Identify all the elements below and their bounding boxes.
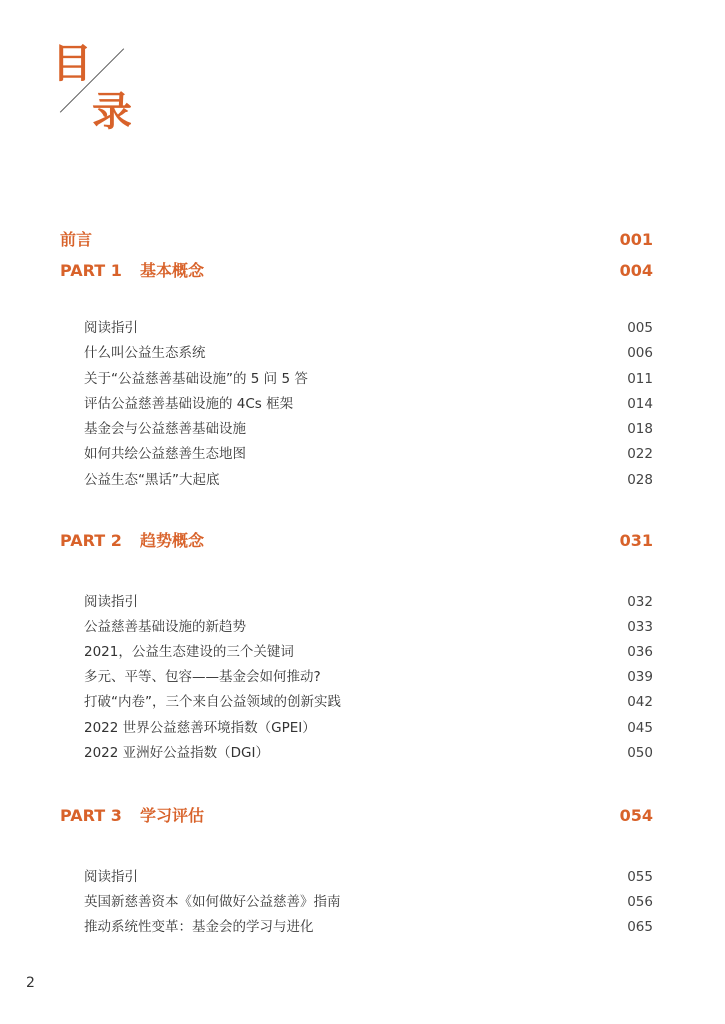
toc-item-page: 033: [627, 619, 653, 635]
toc-item[interactable]: [84, 420, 653, 438]
toc-part-3-label: PART 3: [60, 806, 122, 825]
toc-item[interactable]: [84, 893, 653, 911]
toc-item[interactable]: [84, 868, 653, 886]
toc-item[interactable]: [84, 693, 653, 711]
toc-item-page: 065: [627, 919, 653, 935]
toc-item-label: 2022 亚洲好公益指数（DGI）: [84, 745, 269, 761]
toc-item-page: 018: [627, 421, 653, 437]
toc-item-label: 评估公益慈善基础设施的 4Cs 框架: [84, 396, 294, 412]
toc-item-label: 公益生态“黑话”大起底: [84, 472, 220, 488]
title-char-1: 目: [52, 40, 92, 87]
toc-item[interactable]: [84, 344, 653, 362]
toc-item-label: 关于“公益慈善基础设施”的 5 问 5 答: [84, 371, 308, 387]
toc-part-3-title: 学习评估: [140, 806, 205, 825]
toc-part-1-label: PART 1: [60, 261, 122, 280]
toc-item-label: 基金会与公益慈善基础设施: [84, 421, 246, 437]
toc-preface-page: 001: [619, 230, 653, 249]
toc-item[interactable]: [84, 445, 653, 463]
toc-item[interactable]: [84, 618, 653, 636]
toc-item-page: 006: [627, 345, 653, 361]
toc-item-page: 014: [627, 396, 653, 412]
toc-item-page: 011: [627, 371, 653, 387]
toc-item-page: 005: [627, 320, 653, 336]
toc-item-label: 公益慈善基础设施的新趋势: [84, 619, 246, 635]
title-char-2: 录: [92, 88, 132, 135]
toc-item[interactable]: [84, 319, 653, 337]
toc-item-page: 028: [627, 472, 653, 488]
toc-item[interactable]: [84, 593, 653, 611]
toc-preface-label: 前言: [60, 230, 93, 249]
toc-item[interactable]: [84, 668, 653, 686]
toc-item-label: 多元、平等、包容——基金会如何推动?: [84, 669, 321, 685]
toc-item-label: 阅读指引: [84, 869, 138, 885]
toc-part-2[interactable]: [60, 531, 653, 551]
toc-item[interactable]: [84, 643, 653, 661]
toc-item-page: 036: [627, 644, 653, 660]
toc-item-page: 056: [627, 894, 653, 910]
toc-item-label: 如何共绘公益慈善生态地图: [84, 446, 246, 462]
toc-item-label: 阅读指引: [84, 320, 138, 336]
toc-item-label: 什么叫公益生态系统: [84, 345, 206, 361]
toc-part-2-label: PART 2: [60, 531, 122, 550]
toc-item[interactable]: [84, 744, 653, 762]
toc-item-label: 推动系统性变革：基金会的学习与进化: [84, 919, 314, 935]
toc-item[interactable]: [84, 918, 653, 936]
toc-part-2-title: 趋势概念: [140, 531, 205, 550]
toc-part-1[interactable]: [60, 261, 653, 281]
toc-item[interactable]: [84, 719, 653, 737]
toc-preface[interactable]: [60, 230, 653, 250]
toc-item[interactable]: [84, 471, 653, 489]
toc-item[interactable]: [84, 370, 653, 388]
toc-item-page: 042: [627, 694, 653, 710]
toc-item[interactable]: [84, 395, 653, 413]
toc-item-label: 打破“内卷”，三个来自公益领域的创新实践: [84, 694, 341, 710]
toc-item-page: 050: [627, 745, 653, 761]
toc-item-page: 039: [627, 669, 653, 685]
toc-item-page: 055: [627, 869, 653, 885]
toc-item-label: 英国新慈善资本《如何做好公益慈善》指南: [84, 894, 341, 910]
toc-part-1-page: 004: [619, 261, 653, 280]
toc-item-label: 2021，公益生态建设的三个关键词: [84, 644, 294, 660]
toc-part-3[interactable]: [60, 806, 653, 826]
page-number: 2: [26, 975, 35, 991]
toc-item-page: 032: [627, 594, 653, 610]
toc-part-1-title: 基本概念: [140, 261, 205, 280]
toc-item-label: 阅读指引: [84, 594, 138, 610]
toc-item-label: 2022 世界公益慈善环境指数（GPEI）: [84, 720, 316, 736]
toc-item-page: 022: [627, 446, 653, 462]
toc-part-3-page: 054: [619, 806, 653, 825]
toc-item-page: 045: [627, 720, 653, 736]
toc-part-2-page: 031: [619, 531, 653, 550]
